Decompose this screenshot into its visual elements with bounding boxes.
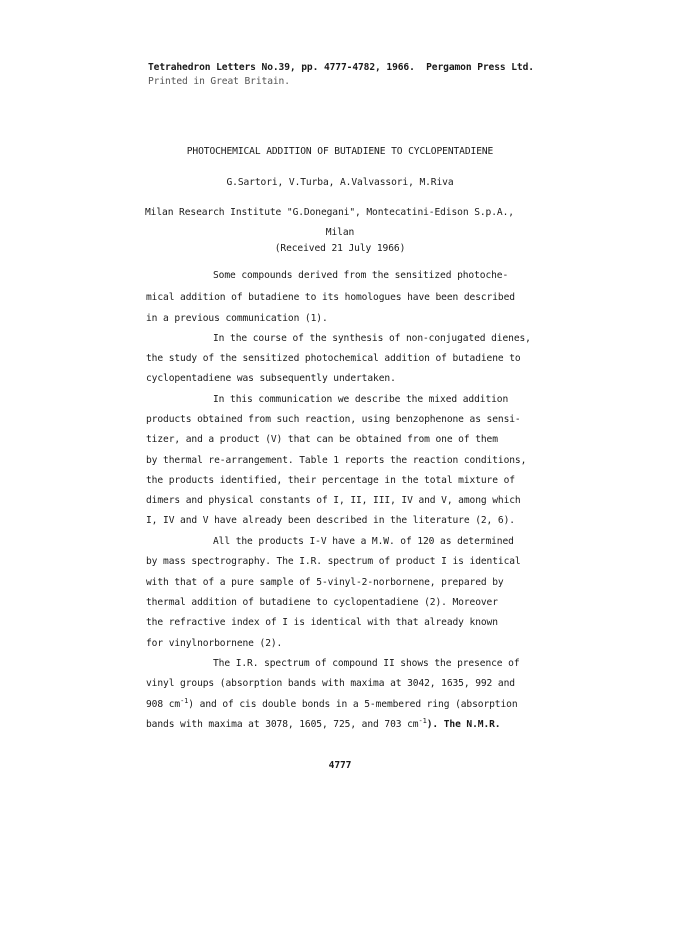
body-line: vinyl groups (absorption bands with maxima at 3042, 1635, 992 and [146, 678, 515, 689]
body-line: by mass spectrography. The I.R. spectrum of product I is identical [146, 556, 521, 567]
body-line: In the course of the synthesis of non-conjugated dienes, [213, 333, 531, 344]
body-line-part: bands with maxima at 3078, 1605, 725, and 703 cm [146, 719, 419, 730]
body-line: I, IV and V have already been described in the literature (2, 6). [146, 515, 515, 526]
body-line: tizer, and a product (V) that can be obtained from one of them [146, 434, 498, 445]
body-line: the products identified, their percentage in the total mixture of [146, 475, 515, 486]
superscript: -1 [418, 716, 427, 725]
body-line: dimers and physical constants of I, II, III, IV and V, among which [146, 495, 521, 506]
body-line-part: ) and of cis double bonds in a 5-membered ring (absorption [188, 699, 518, 710]
body-line: in a previous communication (1). [146, 313, 328, 324]
body-line [146, 716, 501, 731]
superscript: -1 [180, 696, 189, 705]
authors: G.Sartori, V.Turba, A.Valvassori, M.Riva [226, 177, 454, 188]
body-line: All the products I-V have a M.W. of 120 as determined [213, 536, 514, 547]
body-line: thermal addition of butadiene to cyclopentadiene (2). Moreover [146, 597, 498, 608]
journal-line: Tetrahedron Letters No.39, pp. 4777-4782, 1966. Pergamon Press Ltd. [148, 62, 534, 73]
affiliation: Milan Research Institute "G.Donegani", Montecatini-Edison S.p.A., [145, 207, 514, 218]
body-line: The I.R. spectrum of compound II shows the presence of [213, 658, 520, 669]
body-line: In this communication we describe the mixed addition [213, 394, 509, 405]
body-line-part: 908 cm [146, 699, 181, 710]
body-line: for vinylnorbornene (2). [146, 638, 283, 649]
body-line: the study of the sensitized photochemical addition of butadiene to [146, 353, 521, 364]
body-line: with that of a pure sample of 5-vinyl-2-norbornene, prepared by [146, 577, 504, 588]
body-line: cyclopentadiene was subsequently undertaken. [146, 373, 396, 384]
body-line: products obtained from such reaction, using benzophenone as sensi- [146, 414, 521, 425]
city: Milan [325, 227, 355, 238]
paper-title: PHOTOCHEMICAL ADDITION OF BUTADIENE TO CYCLOPENTADIENE [186, 146, 494, 157]
body-line: Some compounds derived from the sensitized photoche- [213, 270, 509, 281]
received-date: (Received 21 July 1966) [274, 243, 406, 254]
body-line [146, 696, 518, 711]
body-line: the refractive index of I is identical with that already known [146, 617, 498, 628]
printed-line: Printed in Great Britain. [148, 76, 290, 87]
body-line: by thermal re-arrangement. Table 1 reports the reaction conditions, [146, 455, 527, 466]
body-line: mical addition of butadiene to its homologues have been described [146, 292, 515, 303]
page-number: 4777 [328, 760, 352, 771]
body-line-part: ). The N.M.R. [426, 719, 501, 730]
